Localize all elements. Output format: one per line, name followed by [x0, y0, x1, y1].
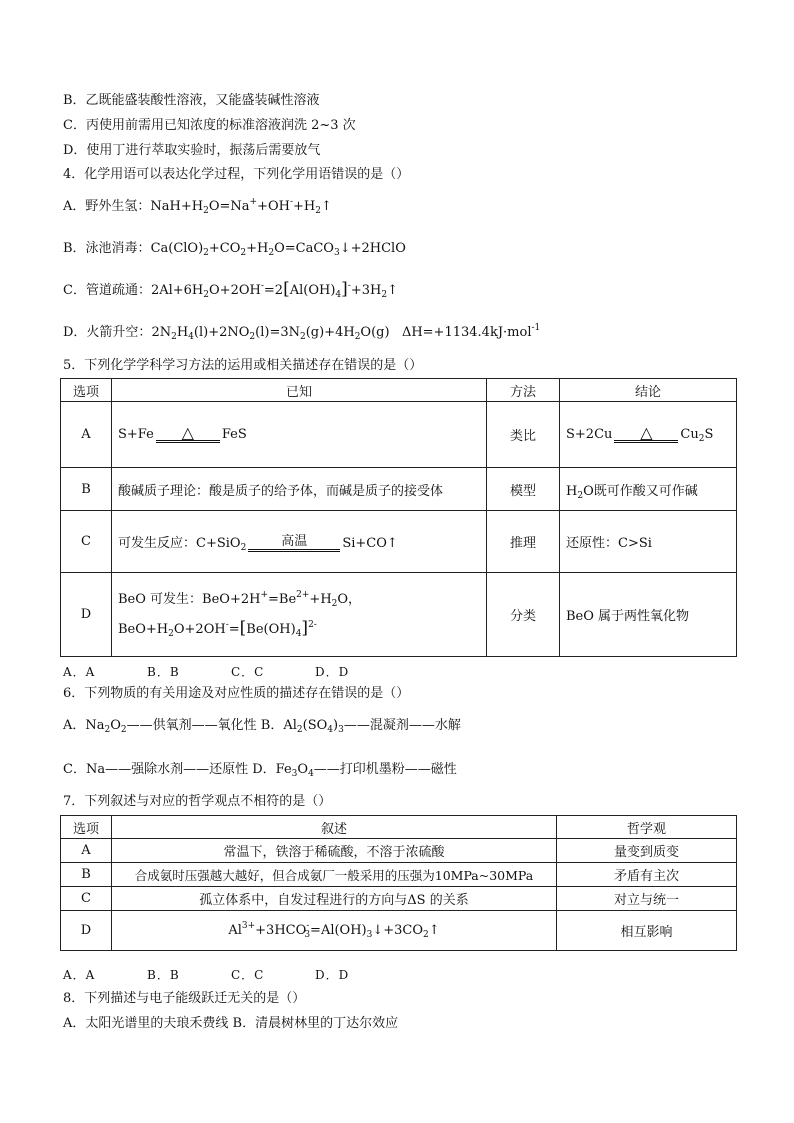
q6-options-cd: C．Na——强除水剂——还原性 D．$Fe_3O_4——$打印机墨粉——磁性 [63, 762, 457, 779]
q5-a-option: A [61, 402, 112, 468]
q5-b-conclusion-text: 既可作酸又可作碱 [593, 483, 698, 499]
q5-c-method: 推理 [487, 511, 560, 573]
q4-option-d: D．火箭升空：$2N_2H_4(l)+2NO_2(l)=3N_2(g)+4H_2O(g)$ ΔH=+1134.4kJ·mol$^{-1}$ [63, 323, 541, 342]
q6-d-text: ——打印机墨粉——磁性 [313, 762, 457, 777]
q4-stem: 4．化学用语可以表达化学过程，下列化学用语错误的是（） [63, 167, 410, 182]
q5-table [60, 378, 737, 657]
q4-a-label: A．野外生氢： [63, 199, 151, 214]
q5-header-option: 选项 [61, 379, 112, 402]
q5-c-known: 可发生反应：C+SiO$_2$ 高温 Si+CO↑ [112, 511, 487, 573]
q5-d-option: D [61, 573, 112, 657]
q7-header-option: 选项 [61, 816, 112, 839]
q7-c-option: C [61, 887, 112, 911]
q5-answers [63, 663, 349, 680]
q5-header-conclusion: 结论 [560, 379, 737, 402]
q5-answer-d: D．D [315, 665, 350, 679]
high-temp-condition [248, 535, 340, 552]
heat-condition-icon: △ [156, 426, 220, 443]
q5-b-method: 模型 [487, 468, 560, 511]
q6-stem: 6．下列物质的有关用途及对应性质的描述存在错误的是（） [63, 686, 410, 701]
q5-header-row [61, 379, 737, 402]
q7-a-option: A [61, 839, 112, 863]
q7-stem: 7．下列叙述与对应的哲学观点不相符的是（） [63, 794, 332, 809]
q7-a-desc: 常温下，铁溶于稀硫酸，不溶于浓硫酸 [112, 839, 557, 863]
q5-c-known-label: 可发生反应： [118, 535, 197, 551]
q5-a-known: S+Fe △ FeS [112, 402, 487, 468]
q7-c-view: 对立与统一 [557, 887, 737, 911]
q5-answer-b: B．B [147, 665, 180, 679]
q6-options-ab: A．$Na_2O_2——$供氧剂——氧化性 B．$Al_2(SO_4)_3——$混凝剂——水解 [63, 718, 461, 735]
q7-d-option: D [61, 911, 112, 951]
q7-row-c [61, 887, 737, 911]
q5-row-a [61, 402, 737, 468]
q5-header-method: 方法 [487, 379, 560, 402]
q7-row-b [61, 863, 737, 887]
q7-answers [63, 966, 349, 983]
q7-table [60, 815, 737, 951]
q7-c-desc: 孤立体系中，自发过程进行的方向与ΔS 的关系 [112, 887, 557, 911]
q4-b-label: B．泳池消毒： [63, 241, 151, 256]
q5-d-known: BeO 可发生：$BeO+2H^+=Be^{2+}+H_2O$， $BeO+H_2O+2OH^-=[Be(OH)_4]^{2-}$ [112, 573, 487, 657]
q7-row-d [61, 911, 737, 951]
q7-answer-c: C．C [231, 968, 265, 982]
q5-c-conclusion: 还原性：C>Si [560, 511, 737, 573]
q5-b-conclusion: $H_2O$既可作酸又可作碱 [560, 468, 737, 511]
q4-c-label: C．管道疏通： [63, 283, 151, 298]
q5-b-known: 酸碱质子理论：酸是质子的给予体，而碱是质子的接受体 [112, 468, 487, 511]
q6-a-text: ——供氧剂——氧化性 [126, 718, 257, 733]
q5-stem: 5．下列化学学科学习方法的运用或相关描述存在错误的是（） [63, 358, 423, 373]
q4-d-label: D．火箭升空： [63, 325, 152, 340]
q4-option-b: B．泳池消毒：$Ca(ClO)_2+CO_2+H_2O=CaCO_3↓+2HClO$ [63, 241, 406, 258]
q5-d-method: 分类 [487, 573, 560, 657]
q3-option-b: B．乙既能盛装酸性溶液，又能盛装碱性溶液 [63, 93, 320, 108]
q3-option-d: D．使用丁进行萃取实验时，振荡后需要放气 [63, 143, 321, 158]
q5-b-option: B [61, 468, 112, 511]
q8-options-ab: A．太阳光谱里的夫琅禾费线 B．清晨树林里的丁达尔效应 [63, 1016, 399, 1031]
q7-answer-d: D．D [315, 968, 350, 982]
q4-option-a: A．野外生氢：$NaH+H_2O=Na^++OH^-+H_2↑$ [63, 197, 332, 216]
q7-b-view: 矛盾有主次 [557, 863, 737, 887]
q7-header-view: 哲学观 [557, 816, 737, 839]
q7-b-desc: 合成氨时压强越大越好，但合成氨厂一般采用的压强为10MPa~30MPa [112, 863, 557, 887]
q7-answer-a: A．A [63, 968, 96, 982]
q7-a-view: 量变到质变 [557, 839, 737, 863]
q5-a-method: 类比 [487, 402, 560, 468]
q7-b-option: B [61, 863, 112, 887]
q4-option-c: C．管道疏通：$2Al+6H_2O+2OH^-=2[Al(OH)_4]^-+3H_2↑$ [63, 279, 398, 300]
q6-c-text: ——强除水剂——还原性 [105, 762, 249, 777]
q5-d-known-label: BeO 可发生： [118, 591, 203, 607]
q5-answer-c: C．C [231, 665, 265, 679]
q3-option-c: C．丙使用前需用已知浓度的标准溶液润洗 2~3 次 [63, 118, 356, 133]
q5-d-conclusion: BeO 属于两性氧化物 [560, 573, 737, 657]
q5-answer-a: A．A [63, 665, 96, 679]
q7-d-desc: $Al^{3+}+3HCO^-_3=Al(OH)_3↓+3CO_2↑$ [112, 911, 557, 951]
q7-header-desc: 叙述 [112, 816, 557, 839]
q5-c-option: C [61, 511, 112, 573]
q7-header-row [61, 816, 737, 839]
q5-row-b [61, 468, 737, 511]
q8-stem: 8．下列描述与电子能级跃迁无关的是（） [63, 991, 306, 1006]
q6-b-text: ——混凝剂——水解 [343, 718, 461, 733]
q7-row-a [61, 839, 737, 863]
q7-d-view: 相互影响 [557, 911, 737, 951]
high-temp-label: 高温 [281, 533, 308, 549]
q5-a-conclusion: S+2Cu △ $Cu_2S$ [560, 402, 737, 468]
q5-row-c [61, 511, 737, 573]
heat-condition-icon: △ [614, 426, 678, 443]
q5-header-known: 已知 [112, 379, 487, 402]
q5-row-d [61, 573, 737, 657]
q7-answer-b: B．B [147, 968, 180, 982]
